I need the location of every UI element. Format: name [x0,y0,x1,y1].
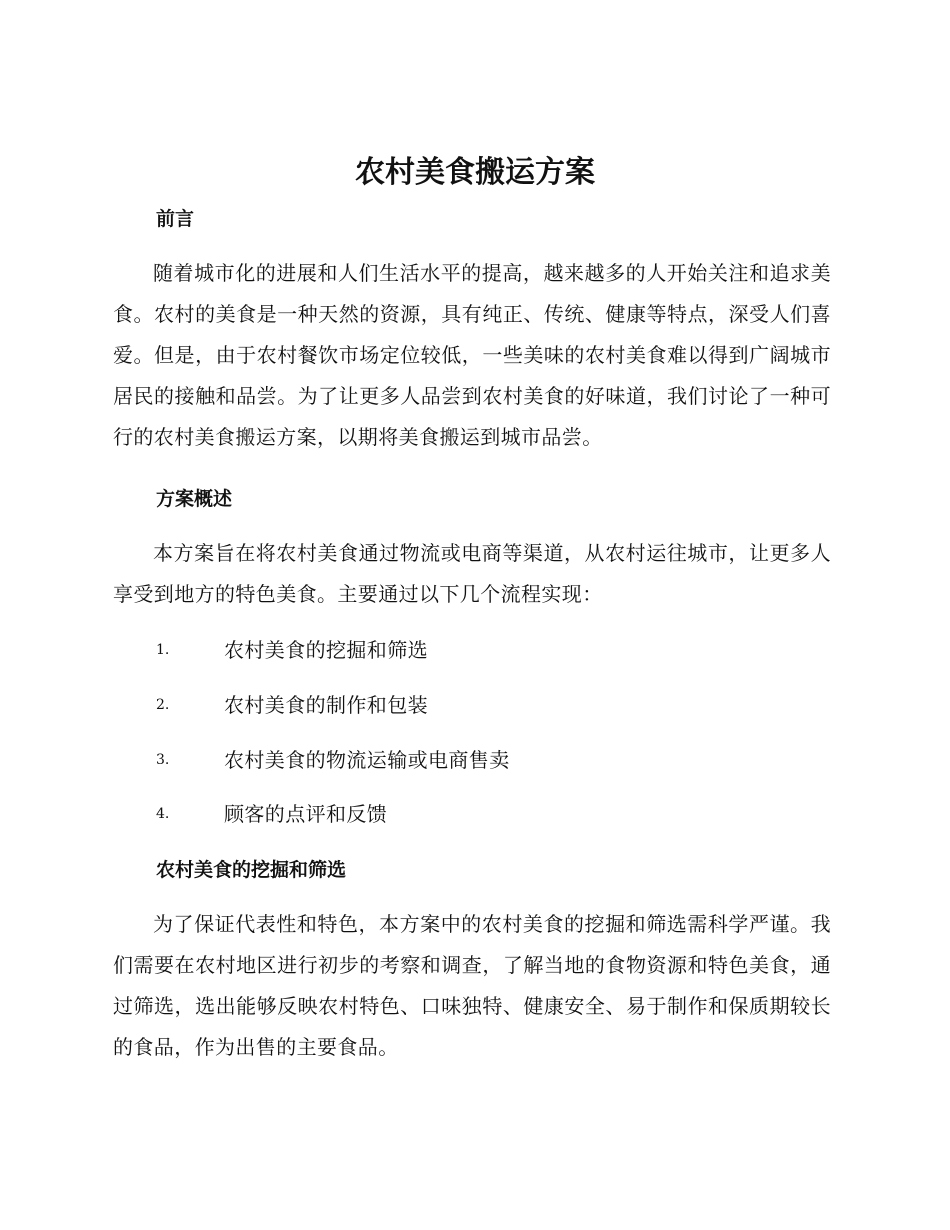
section-heading-mining: 农村美食的挖掘和筛选 [156,859,347,881]
mining-paragraph: 为了保证代表性和特色，本方案中的农村美食的挖掘和筛选需科学严谨。我们需要在农村地区进行初步的考察和调查，了解当地的食物资源和特色美食，通过筛选，选出能够反映农村特色、口味独特、健康安全、易于制作和保质期较长的食品，作为出售的主要食品。 [113,912,831,1059]
section-heading-overview: 方案概述 [156,488,233,510]
list-item-number: 2. [156,697,170,713]
document-title: 农村美食搬运方案 [355,155,595,190]
list-item [156,633,836,667]
list-item-number: 1. [156,642,170,658]
list-item [156,688,836,722]
preface-paragraph: 随着城市化的进展和人们生活水平的提高，越来越多的人开始关注和追求美食。农村的美食是一种天然的资源，具有纯正、传统、健康等特点，深受人们喜爱。但是，由于农村餐饮市场定位较低，一些美味的农村美食难以得到广阔城市居民的接触和品尝。为了让更多人品尝到农村美食的好味道，我们讨论了一种可行的农村美食搬运方案，以期将美食搬运到城市品尝。 [113,261,831,449]
overview-paragraph: 本方案旨在将农村美食通过物流或电商等渠道，从农村运往城市，让更多人享受到地方的特色美食。主要通过以下几个流程实现： [113,541,831,606]
list-item-text: 农村美食的制作和包装 [224,693,428,717]
list-item-text: 农村美食的物流运输或电商售卖 [224,748,510,772]
list-item [156,743,836,777]
list-item-number: 3. [156,752,170,768]
list-item-text: 顾客的点评和反馈 [224,802,388,826]
section-heading-preface: 前言 [156,208,195,230]
list-item-number: 4. [156,806,170,822]
list-item [156,797,836,831]
list-item-text: 农村美食的挖掘和筛选 [224,638,428,662]
